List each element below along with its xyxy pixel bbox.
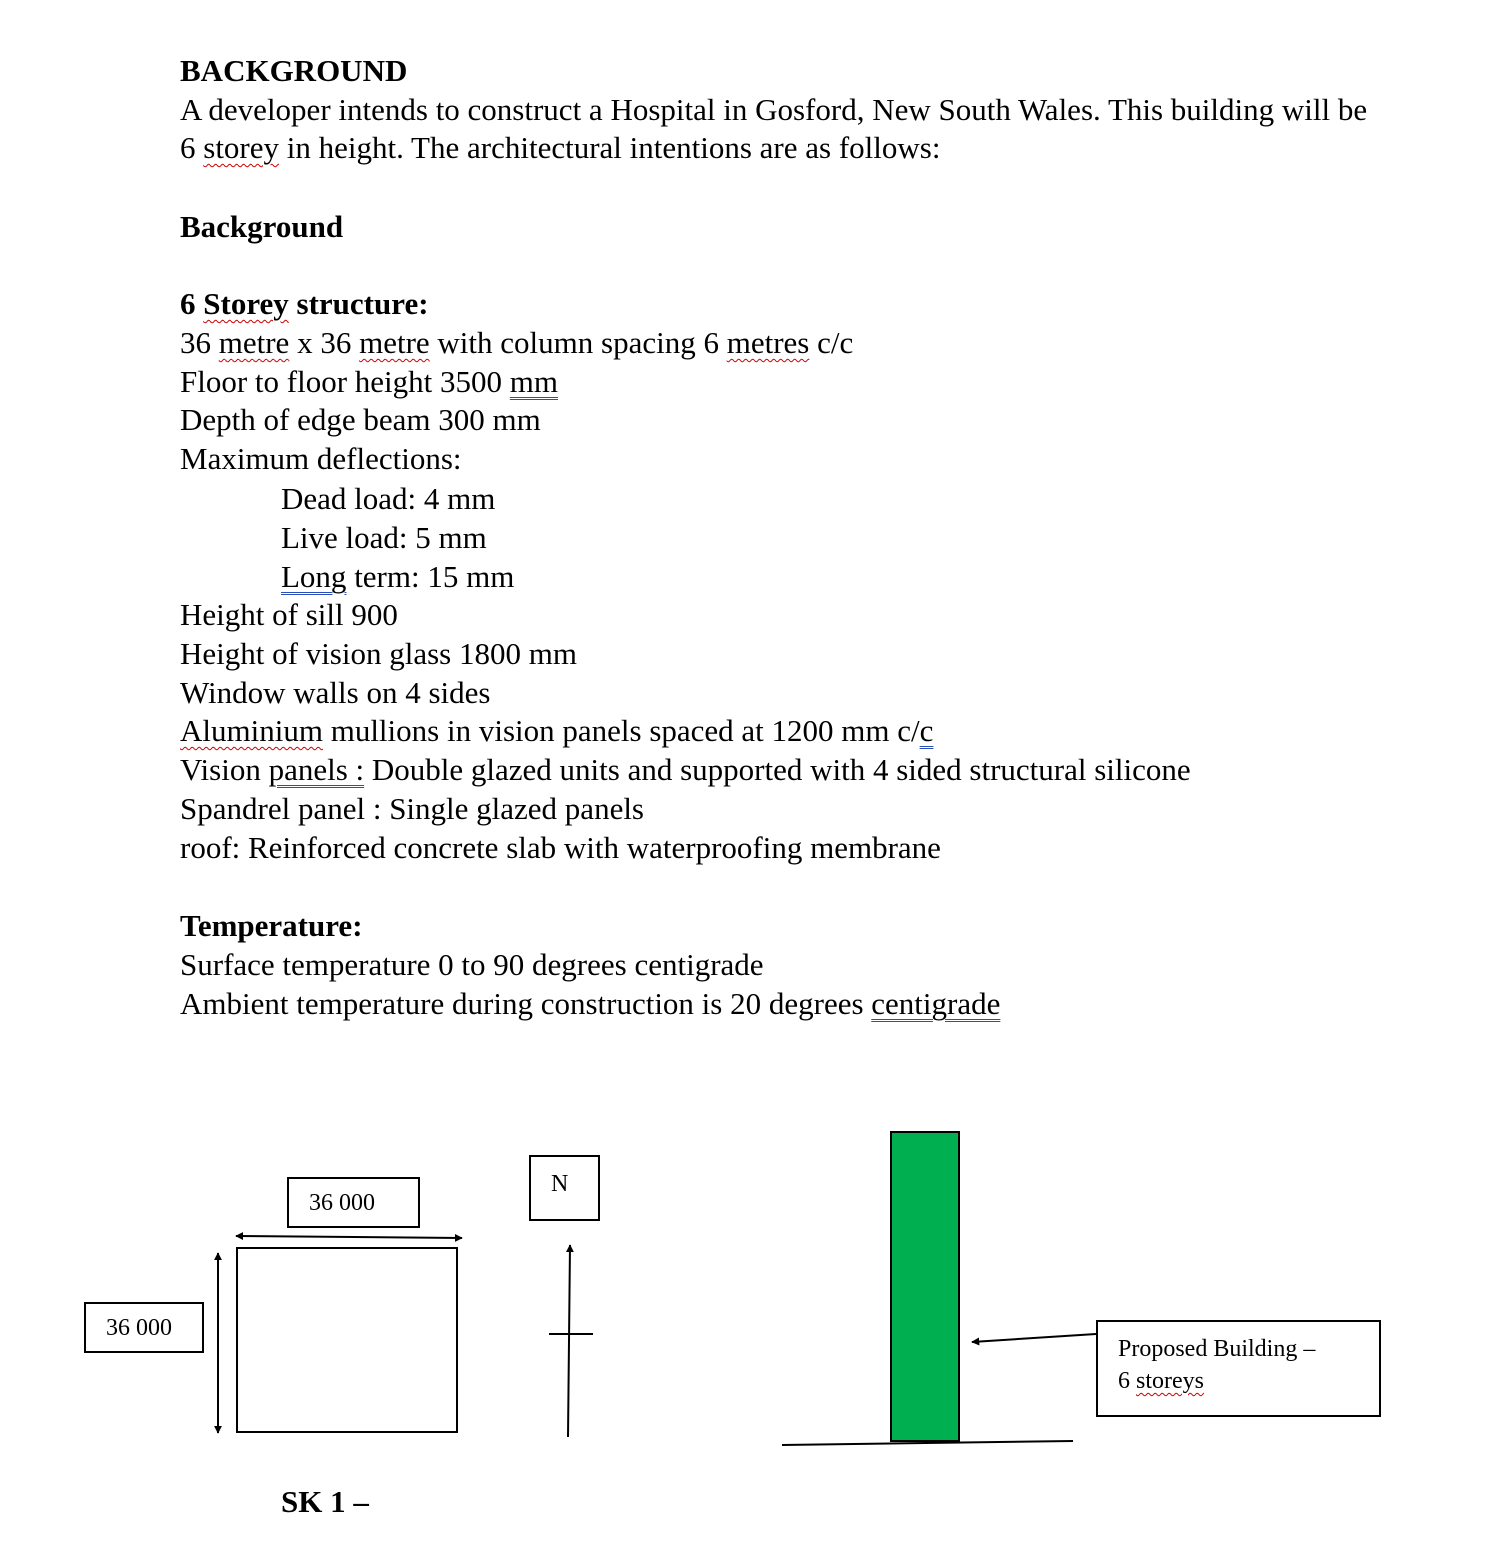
surface-temperature: Surface temperature 0 to 90 degrees centigrade (180, 947, 764, 982)
width-label-box (287, 1177, 420, 1228)
temperature-heading: Temperature: (180, 908, 363, 943)
structure-heading: 6 Storey structure: (180, 286, 429, 321)
building-leader-arrow (972, 1334, 1096, 1342)
intro-line-1: A developer intends to construct a Hospital in Gosford, New South Wales. This building will be (180, 92, 1368, 127)
floor-height: Floor to floor height 3500 mm (180, 364, 559, 399)
proposed-building-elevation (891, 1132, 959, 1441)
north-label: N (551, 1171, 569, 1197)
sketch-caption: SK 1 – (281, 1484, 369, 1519)
height-label: 36 000 (106, 1315, 172, 1341)
width-dimension-arrow (236, 1236, 462, 1238)
ambient-temperature: Ambient temperature during construction is 20 degrees centigrade (180, 986, 1001, 1021)
edge-beam-depth: Depth of edge beam 300 mm (180, 402, 541, 437)
max-deflections-label: Maximum deflections: (180, 441, 462, 476)
width-label: 36 000 (309, 1190, 375, 1216)
window-walls: Window walls on 4 sides (180, 675, 491, 710)
building-plan-square (237, 1248, 457, 1432)
vision-glass-height: Height of vision glass 1800 mm (180, 636, 577, 671)
live-load: Live load: 5 mm (281, 520, 487, 555)
mullions: Aluminium mullions in vision panels spaced at 1200 mm c/c (180, 713, 934, 748)
roof: roof: Reinforced concrete slab with waterproofing membrane (180, 830, 941, 865)
north-arrow (568, 1245, 570, 1437)
document-heading: BACKGROUND (180, 53, 408, 88)
building-label-line-2: 6 storeys (1118, 1368, 1204, 1394)
long-term: Long term: 15 mm (281, 559, 515, 594)
north-label-box (529, 1155, 600, 1221)
sill-height: Height of sill 900 (180, 597, 398, 632)
dead-load: Dead load: 4 mm (281, 481, 496, 516)
background-subheading: Background (180, 209, 344, 244)
height-label-box (84, 1302, 204, 1353)
intro-line-2: 6 storey in height. The architectural intentions are as follows: (180, 130, 941, 165)
vision-panels: Vision panels : Double glazed units and supported with 4 sided structural silicone (180, 752, 1191, 787)
spandrel-panel: Spandrel panel : Single glazed panels (180, 791, 645, 826)
building-label-box (1096, 1320, 1381, 1417)
building-label-line-1: Proposed Building – (1118, 1336, 1316, 1362)
structure-dimensions: 36 metre x 36 metre with column spacing 6 metres c/c (180, 325, 854, 360)
